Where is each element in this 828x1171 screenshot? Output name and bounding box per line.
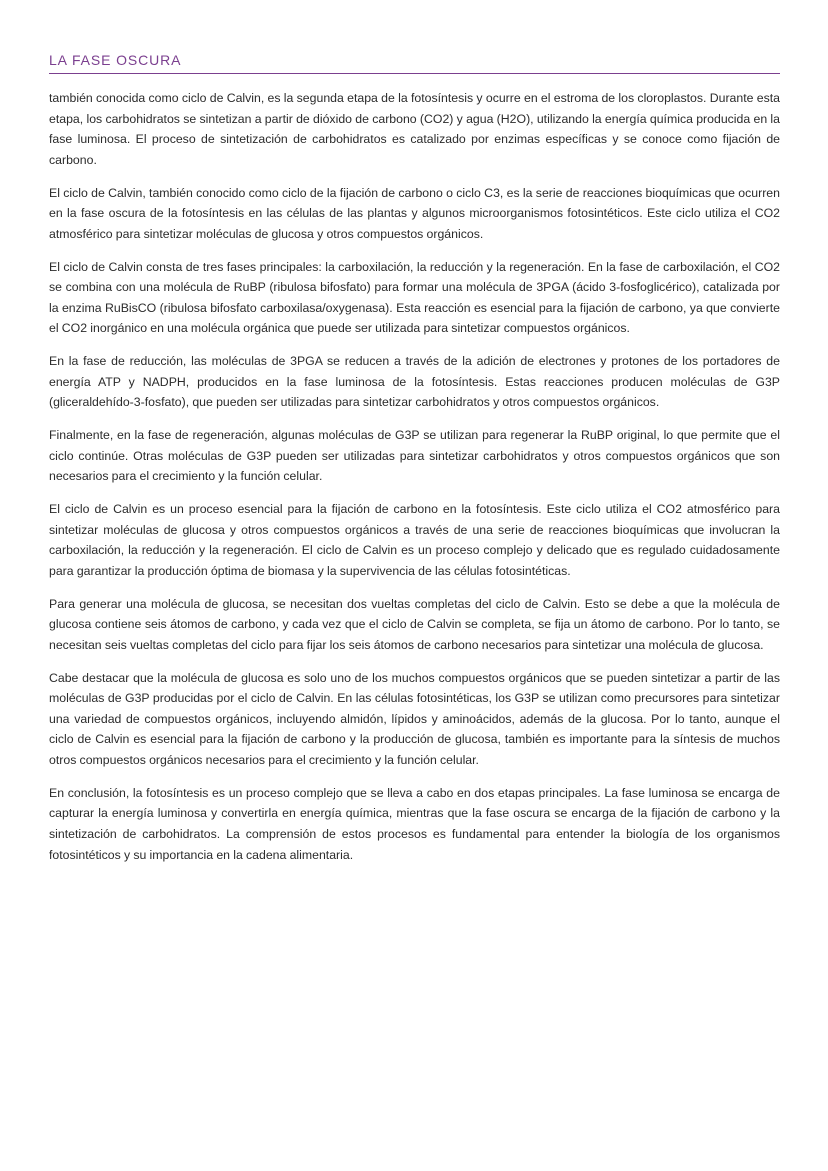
section-heading [49, 52, 780, 74]
body-text [49, 88, 780, 877]
paragraph: En la fase de reducción, las moléculas de 3PGA se reducen a través de la adición de electrones y protones de los portadores de energía ATP y NADPH, producidos en la fase luminosa de la fotosíntesis. Estas reacciones producen moléculas de G3P (gliceraldehído-3-fosfato), que pueden ser utilizadas para sintetizar carbohidratos y otros compuestos orgánicos. [49, 354, 780, 410]
paragraph: El ciclo de Calvin, también conocido como ciclo de la fijación de carbono o ciclo C3, es la serie de reacciones bioquímicas que ocurren en la fase oscura de la fotosíntesis en las células de las plantas y algunos microorganismos fotosintéticos. Este ciclo utiliza el CO2 atmosférico para sintetizar moléculas de glucosa y otros compuestos orgánicos. [49, 185, 780, 241]
paragraph: El ciclo de Calvin es un proceso esencial para la fijación de carbono en la fotosíntesis. Este ciclo utiliza el CO2 atmosférico para sintetizar moléculas de glucosa y otros compuestos orgánicos a través de una serie de reacciones bioquímicas que involucran la carboxilación, la reducción y la regeneración. El ciclo de Calvin es un proceso complejo y delicado que es regulado cuidadosamente para garantizar la producción óptima de biomasa y la supervivencia de las células fotosintéticas. [49, 502, 780, 578]
paragraph: Para generar una molécula de glucosa, se necesitan dos vueltas completas del ciclo de Calvin. Esto se debe a que la molécula de glucosa contiene seis átomos de carbono, y cada vez que el ciclo de Calvin se completa, se fija un átomo de carbono. Por lo tanto, se necesitan seis vueltas completas del ciclo para fijar los seis átomos de carbono necesarios para sintetizar una molécula de glucosa. [49, 596, 780, 652]
section-title: LA FASE OSCURA [49, 52, 182, 68]
paragraph: Finalmente, en la fase de regeneración, algunas moléculas de G3P se utilizan para regenerar la RuBP original, lo que permite que el ciclo continúe. Otras moléculas de G3P pueden ser utilizadas para sintetizar carbohidratos y otros compuestos orgánicos que son necesarios para el crecimiento y la función celular. [49, 428, 780, 484]
paragraph: también conocida como ciclo de Calvin, es la segunda etapa de la fotosíntesis y ocurre en el estroma de los cloroplastos. Durante esta etapa, los carbohidratos se sintetizan a partir de dióxido de carbono (CO2) y agua (H2O), utilizando la energía química producida en la fase luminosa. El proceso de sintetización de carbohidratos es catalizado por enzimas específicas y se conoce como fijación de carbono. [49, 91, 780, 167]
paragraph: En conclusión, la fotosíntesis es un proceso complejo que se lleva a cabo en dos etapas principales. La fase luminosa se encarga de capturar la energía luminosa y convertirla en energía química, mientras que la fase oscura se encarga de la fijación de carbono y la sintetización de carbohidratos. La comprensión de estos procesos es fundamental para entender la biología de los organismos fotosintéticos y su importancia en la cadena alimentaria. [49, 785, 780, 862]
paragraph: Cabe destacar que la molécula de glucosa es solo uno de los muchos compuestos orgánicos que se pueden sintetizar a partir de las moléculas de G3P producidas por el ciclo de Calvin. En las células fotosintéticas, los G3P se utilizan como precursores para sintetizar una variedad de compuestos orgánicos, incluyendo almidón, lípidos y aminoácidos, además de la glucosa. Por lo tanto, aunque el ciclo de Calvin es esencial para la fijación de carbono y la producción de glucosa, también es importante para la síntesis de muchos otros compuestos orgánicos necesarios para el crecimiento y la función celular. [49, 670, 780, 767]
paragraph: El ciclo de Calvin consta de tres fases principales: la carboxilación, la reducción y la regeneración. En la fase de carboxilación, el CO2 se combina con una molécula de RuBP (ribulosa bifosfato) para formar una molécula de 3PGA (ácido 3-fosfoglicérico), catalizada por la enzima RuBisCO (ribulosa bifosfato carboxilasa/oxygenasa). Esta reacción es esencial para la fijación de carbono, ya que convierte el CO2 inorgánico en una molécula orgánica que puede ser utilizada para sintetizar compuestos orgánicos. [49, 259, 780, 336]
